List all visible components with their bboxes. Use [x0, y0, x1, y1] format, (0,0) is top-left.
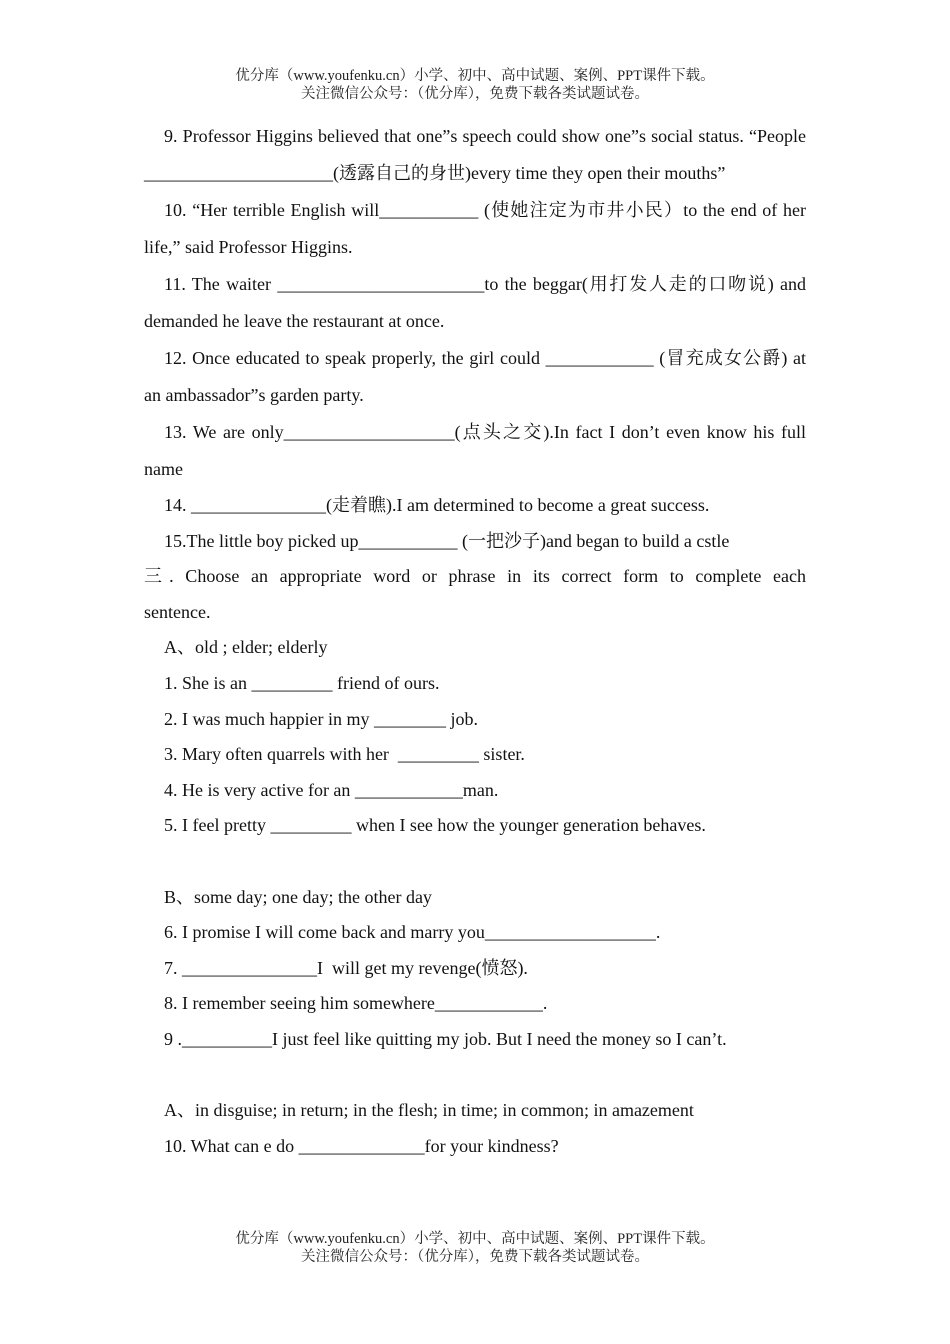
question-9: 9. Professor Higgins believed that one”s speech could show one”s social status. “People _____________________(透露自己的身世)every time they open their mouths”	[144, 126, 806, 183]
spacer	[144, 844, 806, 880]
group-b-title: B、some day; one day; the other day	[164, 886, 432, 907]
exercise-b6: 6. I promise I will come back and marry you___________________.	[164, 922, 661, 943]
document-body	[144, 118, 806, 1164]
footer-line-2: 关注微信公众号：（优分库），免费下载各类试题试卷。	[301, 1249, 649, 1265]
page-footer	[0, 1230, 950, 1266]
header-line-1: 优分库（www.youfenku.cn）小学、初中、高中试题、案例、PPT课件下载。	[235, 68, 715, 84]
exercise-b9: 9 .__________I just feel like quitting my job. But I need the money so I can’t.	[164, 1028, 727, 1049]
exercise-a4: 4. He is very active for an ____________man.	[164, 779, 499, 800]
section-3-title-continued: sentence.	[144, 601, 211, 622]
exercise-b7: 7. _______________I will get my revenge(愤怒).	[164, 957, 528, 978]
question-10: 10. “Her terrible English will___________ (使她注定为市井小民）to the end of her life,” said Professor Higgins.	[144, 200, 806, 257]
group-a-title: A、old ; elder; elderly	[164, 637, 328, 658]
question-12: 12. Once educated to speak properly, the girl could ____________ (冒充成女公爵) at an ambassador”s garden party.	[144, 348, 806, 405]
exercise-c10: 10. What can e do ______________for your kindness?	[164, 1135, 559, 1156]
exercise-a2: 2. I was much happier in my ________ job.	[164, 708, 478, 729]
exercise-a1: 1. She is an _________ friend of ours.	[164, 672, 440, 693]
spacer	[144, 1058, 806, 1094]
exercise-a3: 3. Mary often quarrels with her _________ sister.	[164, 744, 525, 765]
question-13: 13. We are only___________________(点头之交).In fact I don’t even know his full name	[144, 422, 806, 479]
exercise-a5: 5. I feel pretty _________ when I see how the younger generation behaves.	[164, 815, 706, 836]
section-3-title: 三. Choose an appropriate word or phrase in its correct form to complete each	[144, 566, 806, 587]
page-header	[0, 67, 950, 103]
question-11: 11. The waiter _______________________to the beggar(用打发人走的口吻说) and demanded he leave the restaurant at once.	[144, 274, 806, 331]
exercise-b8: 8. I remember seeing him somewhere____________.	[164, 993, 548, 1014]
header-line-2: 关注微信公众号：（优分库），免费下载各类试题试卷。	[301, 86, 649, 102]
question-15: 15.The little boy picked up___________ (一把沙子)and began to build a cstle	[164, 530, 730, 551]
question-14: 14. _______________(走着瞧).I am determined to become a great success.	[164, 495, 710, 515]
group-c-title: A、in disguise; in return; in the flesh; in time; in common; in amazement	[164, 1100, 694, 1121]
footer-line-1: 优分库（www.youfenku.cn）小学、初中、高中试题、案例、PPT课件下载。	[235, 1231, 715, 1247]
